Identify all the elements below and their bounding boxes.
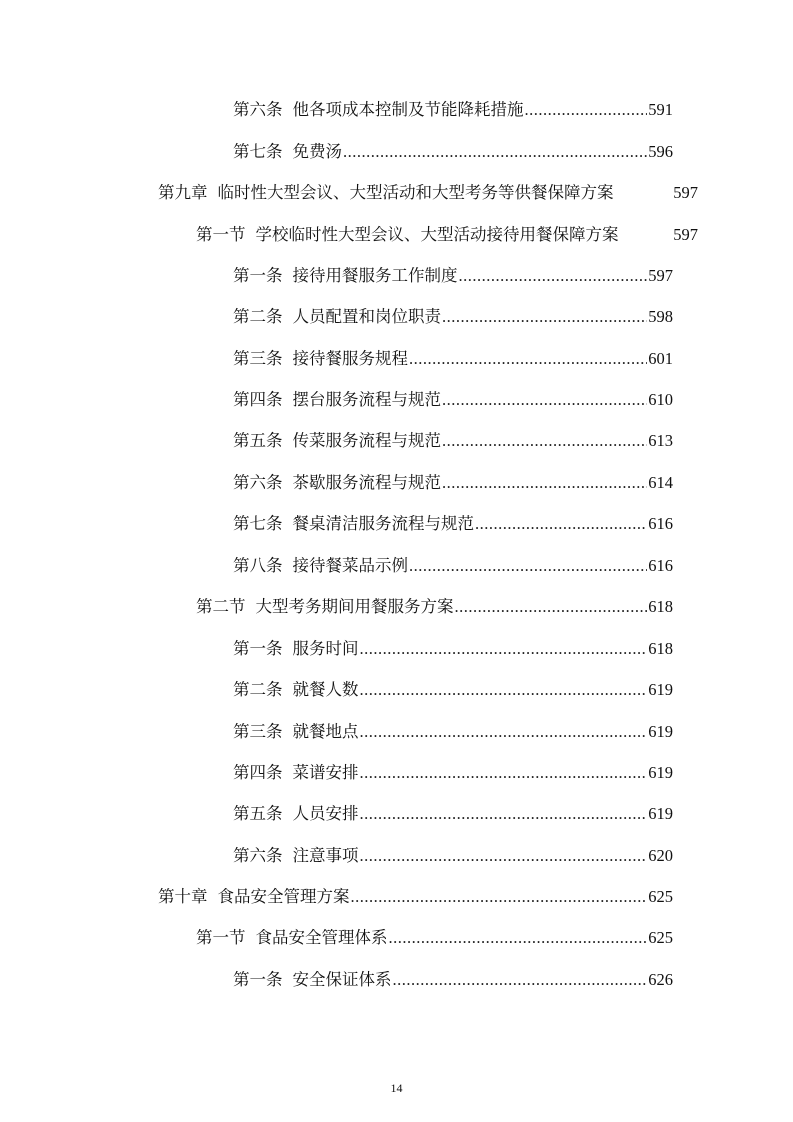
dot-leader <box>442 470 647 496</box>
toc-entry-title: 学校临时性大型会议、大型活动接待用餐保障方案 <box>255 225 619 244</box>
toc-entry-page: 596 <box>648 142 673 161</box>
toc-entry-number: 第六条 <box>233 473 283 492</box>
toc-entry-number: 第五条 <box>233 804 283 823</box>
toc-entry-number: 第二条 <box>233 680 283 699</box>
toc-entry[interactable] <box>233 760 673 786</box>
dot-leader <box>343 139 647 165</box>
toc-entry-number: 第一节 <box>196 928 246 947</box>
toc-entry-title: 安全保证体系 <box>292 970 392 989</box>
toc-entry-page: 616 <box>648 514 673 533</box>
toc-entry[interactable] <box>233 387 673 413</box>
toc-entry[interactable] <box>196 925 673 951</box>
toc-entry-page: 591 <box>648 100 673 119</box>
dot-leader <box>360 843 648 869</box>
toc-entry-page: 613 <box>648 431 673 450</box>
toc-entry-title: 接待用餐服务工作制度 <box>292 266 458 285</box>
toc-entry-page: 619 <box>648 680 673 699</box>
toc-entry-number: 第六条 <box>233 100 283 119</box>
dot-leader <box>360 760 648 786</box>
toc-entry-page: 597 <box>673 225 698 244</box>
toc-entry[interactable] <box>158 180 698 206</box>
dot-leader <box>409 346 647 372</box>
toc-entry-number: 第一节 <box>196 225 246 244</box>
toc-entry-page: 619 <box>648 722 673 741</box>
toc-entry-title: 他各项成本控制及节能降耗措施 <box>292 100 524 119</box>
toc-entry-page: 597 <box>648 266 673 285</box>
dot-leader <box>360 801 648 827</box>
toc-entry-title: 免费汤 <box>292 142 342 161</box>
toc-entry-title: 接待餐服务规程 <box>292 349 408 368</box>
dot-leader <box>442 387 647 413</box>
toc-entry-title: 人员安排 <box>292 804 359 823</box>
toc-entry-page: 618 <box>648 597 673 616</box>
toc-entry-number: 第八条 <box>233 556 283 575</box>
toc-entry-title: 就餐人数 <box>292 680 359 699</box>
toc-entry-page: 610 <box>648 390 673 409</box>
dot-leader <box>459 263 648 289</box>
toc-entry[interactable] <box>233 677 673 703</box>
toc-entry-page: 625 <box>648 928 673 947</box>
toc-entry[interactable] <box>233 553 673 579</box>
toc-entry-title: 传菜服务流程与规范 <box>292 431 441 450</box>
toc-entry-number: 第二节 <box>196 597 246 616</box>
toc-entry-page: 618 <box>648 639 673 658</box>
dot-leader <box>442 304 647 330</box>
toc-entry[interactable] <box>233 263 673 289</box>
toc-entry[interactable] <box>196 594 673 620</box>
toc-entry[interactable] <box>233 346 673 372</box>
toc-entry[interactable] <box>158 884 673 910</box>
toc-entry-title: 接待餐菜品示例 <box>292 556 408 575</box>
toc-entry-page: 598 <box>648 307 673 326</box>
toc-entry-title: 茶歇服务流程与规范 <box>292 473 441 492</box>
toc-entry-title: 人员配置和岗位职责 <box>292 307 441 326</box>
toc-entry-page: 625 <box>648 887 673 906</box>
toc-entry-number: 第七条 <box>233 514 283 533</box>
dot-leader <box>393 967 648 993</box>
toc-entry-page: 626 <box>648 970 673 989</box>
toc-entry-title: 注意事项 <box>292 846 359 865</box>
toc-entry[interactable] <box>196 222 698 248</box>
toc-entry-page: 619 <box>648 763 673 782</box>
toc-entry-title: 餐桌清洁服务流程与规范 <box>292 514 474 533</box>
toc-entry[interactable] <box>233 304 673 330</box>
toc-entry[interactable] <box>233 967 673 993</box>
toc-entry-number: 第一条 <box>233 266 283 285</box>
toc-entry-page: 619 <box>648 804 673 823</box>
toc-entry-number: 第三条 <box>233 349 283 368</box>
dot-leader <box>351 884 648 910</box>
toc-entry[interactable] <box>233 843 673 869</box>
toc-entry[interactable] <box>233 139 673 165</box>
toc-entry-number: 第二条 <box>233 307 283 326</box>
toc-entry-number: 第七条 <box>233 142 283 161</box>
toc-entry-number: 第五条 <box>233 431 283 450</box>
toc-entry-title: 就餐地点 <box>292 722 359 741</box>
toc-entry-title: 服务时间 <box>292 639 359 658</box>
dot-leader <box>475 511 647 537</box>
dot-leader <box>525 97 648 123</box>
toc-entry-number: 第一条 <box>233 639 283 658</box>
toc-entry-number: 第四条 <box>233 763 283 782</box>
toc-entry[interactable] <box>233 97 673 123</box>
toc-entry-title: 食品安全管理体系 <box>255 928 388 947</box>
toc-entry-number: 第一条 <box>233 970 283 989</box>
toc-entry[interactable] <box>233 801 673 827</box>
toc-entry-page: 620 <box>648 846 673 865</box>
toc-entry-number: 第十章 <box>158 887 208 906</box>
dot-leader <box>360 636 648 662</box>
dot-leader <box>389 925 648 951</box>
toc-entry[interactable] <box>233 470 673 496</box>
dot-leader <box>360 719 648 745</box>
toc-entry[interactable] <box>233 636 673 662</box>
toc-entry-title: 摆台服务流程与规范 <box>292 390 441 409</box>
toc-entry-number: 第六条 <box>233 846 283 865</box>
toc-entry-page: 614 <box>648 473 673 492</box>
toc-entry-title: 食品安全管理方案 <box>217 887 350 906</box>
toc-entry-number: 第三条 <box>233 722 283 741</box>
toc-entry-title: 临时性大型会议、大型活动和大型考务等供餐保障方案 <box>217 183 614 202</box>
toc-entry-title: 菜谱安排 <box>292 763 359 782</box>
toc-entry-page: 601 <box>648 349 673 368</box>
page-number: 14 <box>390 1081 403 1095</box>
toc-entry-title: 大型考务期间用餐服务方案 <box>255 597 454 616</box>
toc-entry[interactable] <box>233 428 673 454</box>
toc-entry-number: 第四条 <box>233 390 283 409</box>
toc-entry[interactable] <box>233 719 673 745</box>
dot-leader <box>409 553 647 579</box>
dot-leader <box>442 428 647 454</box>
dot-leader <box>455 594 648 620</box>
toc-entry-page: 597 <box>673 183 698 202</box>
toc-entry-page: 616 <box>648 556 673 575</box>
dot-leader <box>360 677 648 703</box>
toc-entry-number: 第九章 <box>158 183 208 202</box>
toc-entry[interactable] <box>233 511 673 537</box>
